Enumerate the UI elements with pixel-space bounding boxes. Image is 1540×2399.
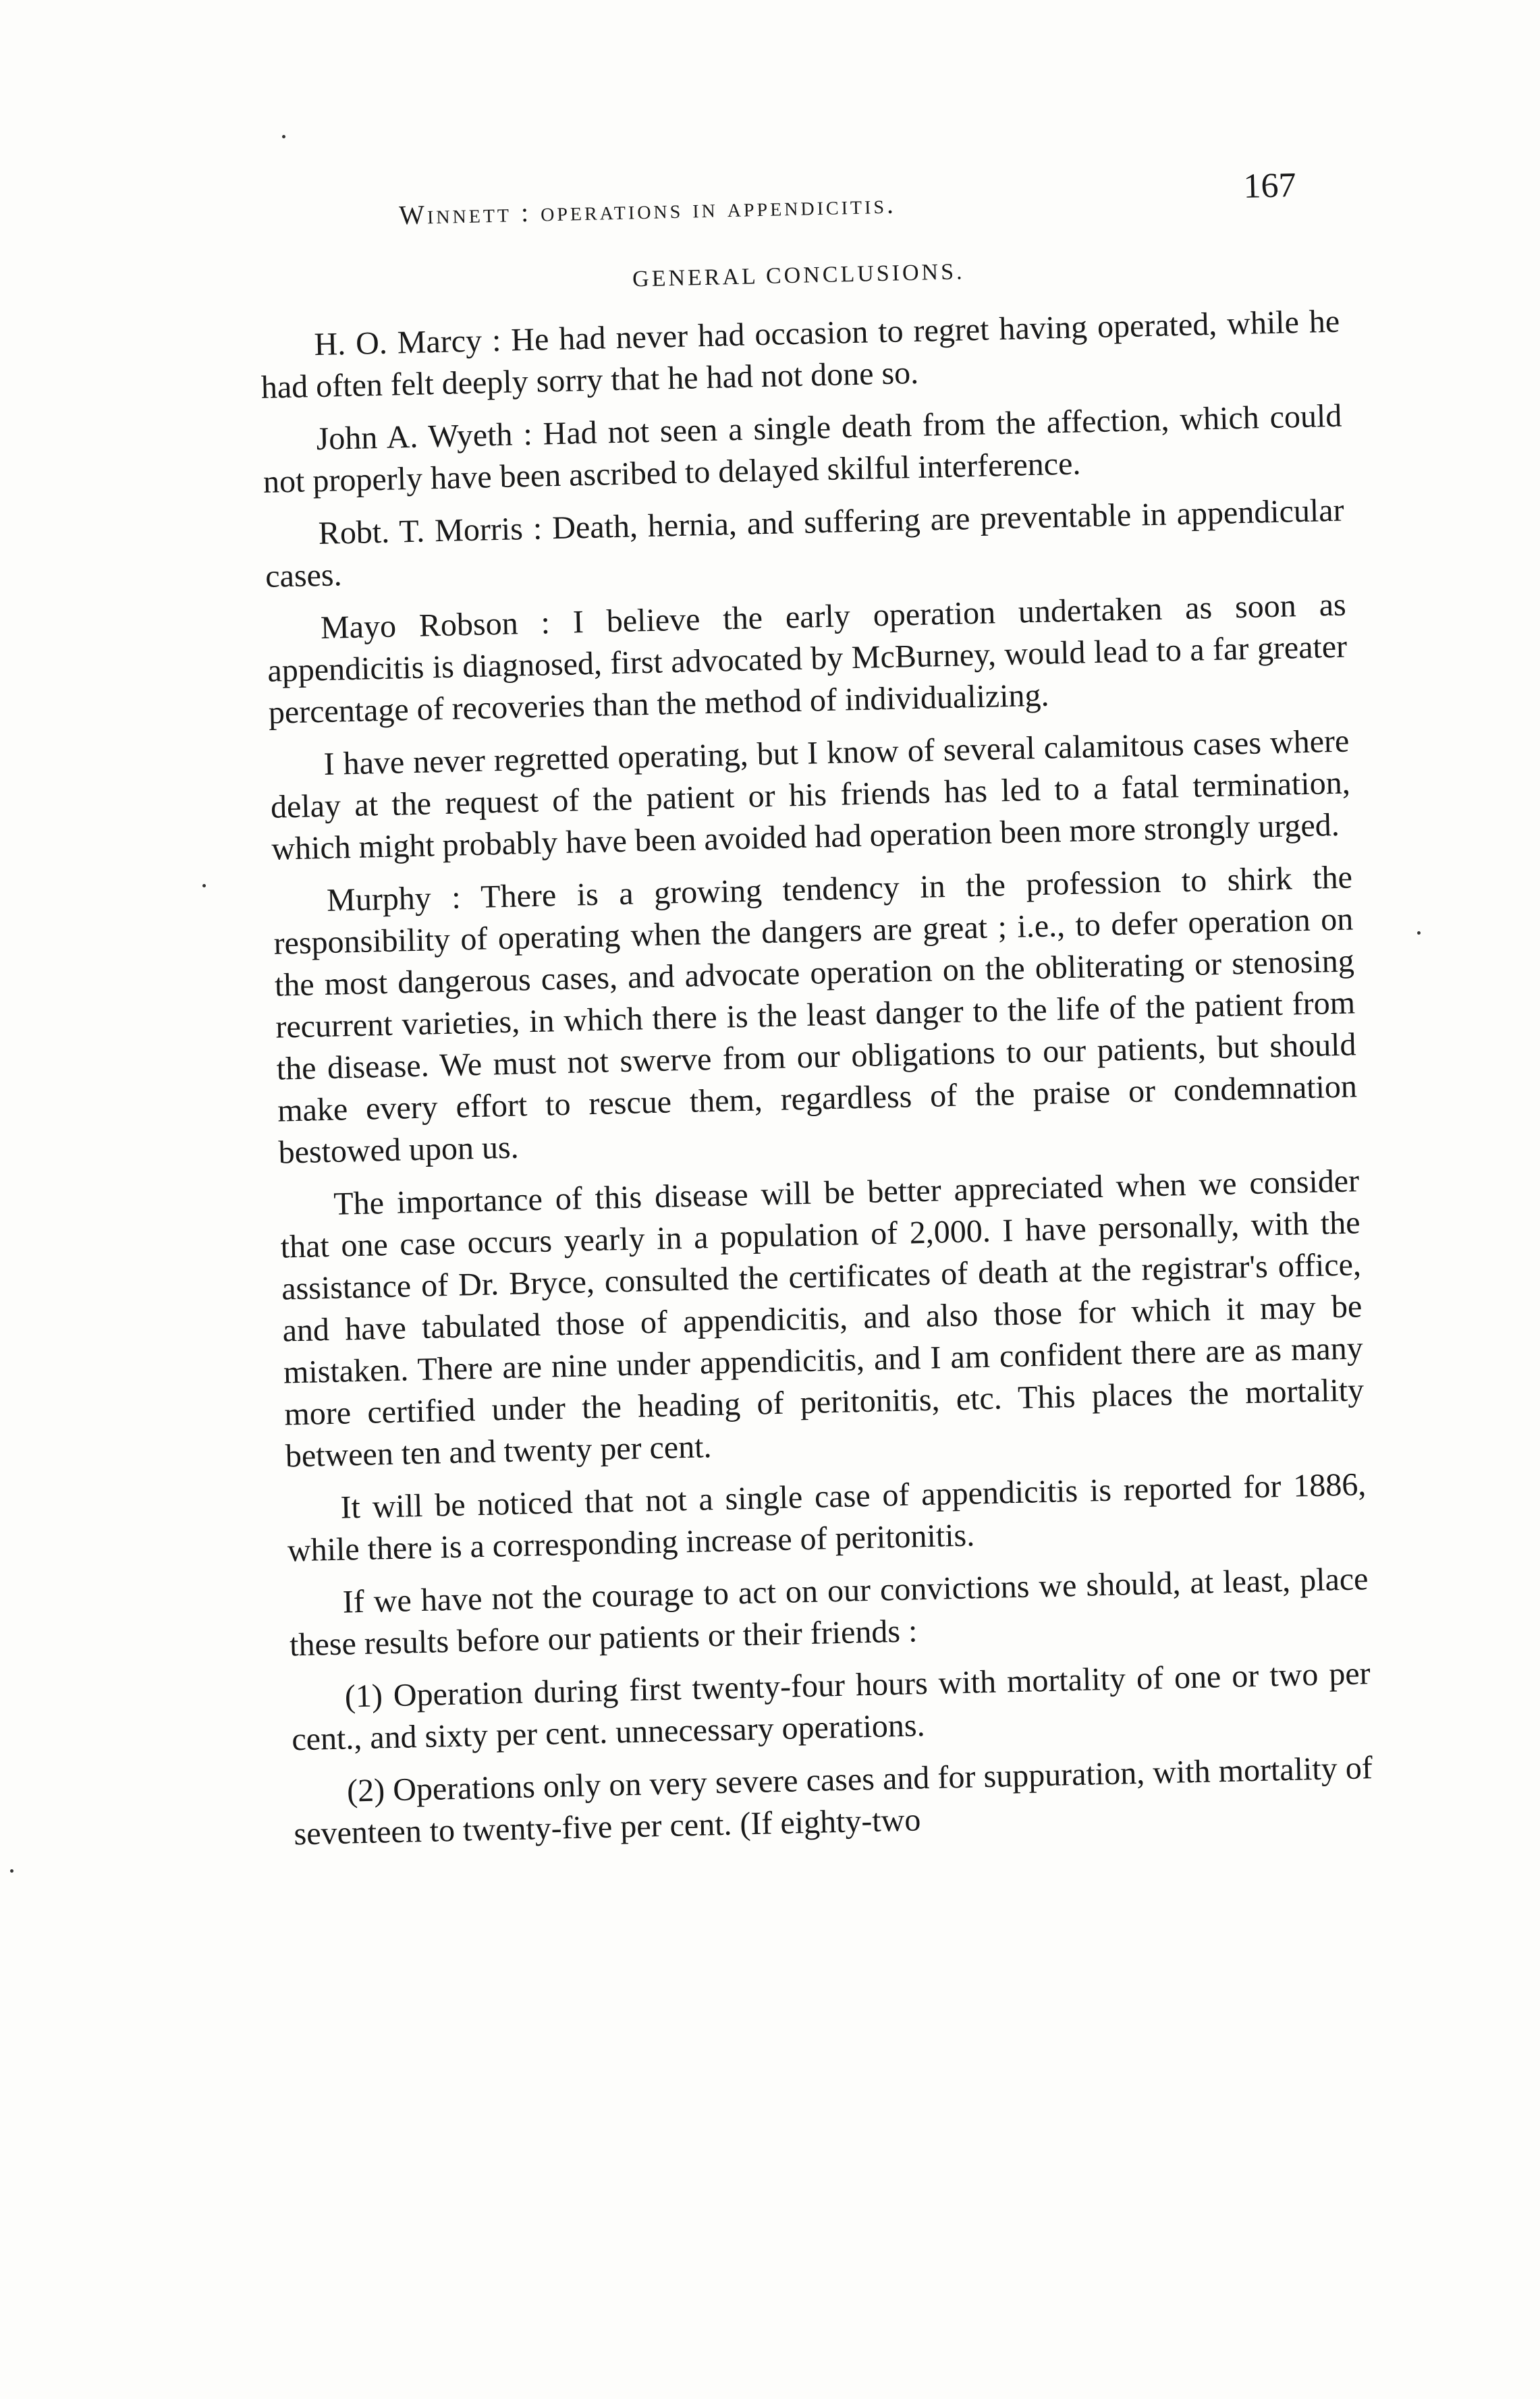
page-header — [256, 158, 1338, 256]
paragraph-robson: Mayo Robson : I believe the early operation undertaken as soon as appendicitis is diagnosed, first advocated by McBurney, would lead to a far greater percentage of recoveries than the method of individualizing. — [267, 586, 1348, 731]
paragraph-wyeth: John A. Wyeth : Had not seen a single death from the affection, which could not properly have been ascribed to delayed skilful interference. — [263, 397, 1342, 500]
section-title: GENERAL CONCLUSIONS. — [632, 259, 965, 292]
paragraph-noticed: It will be noticed that not a single case of appendicitis is reported for 1886, while there is a corresponding increase of peritonitis. — [287, 1466, 1367, 1569]
running-head: Winnett : operations in appendicitis. — [398, 188, 897, 231]
speck — [10, 1869, 13, 1873]
paragraph-robson-continued: I have never regretted operating, but I know of several calamitous cases where delay at the request of the patient or his friends has led to a fatal termination, which might probably have been avoided had operation been more strongly urged. — [270, 723, 1351, 867]
paragraph-importance: The importance of this disease will be better appreciated when we consider that one case occurs yearly in a population of 2,000. I have personally, with the assistance of Dr. Bryce, consulted the certificates of death at the registrar's office, and have tabulated those of appendicitis, and also those for which it may be mistaken. There are nine under appendicitis, and I am confident there are as many more certified under the heading of peritonitis, etc. This places the mortality between ten and twenty per cent. — [280, 1163, 1365, 1474]
speck — [202, 884, 206, 887]
paragraph-marcy: H. O. Marcy : He had never had occasion to regret having operated, while he had often felt deeply sorry that he had not done so. — [260, 303, 1340, 406]
list-item-2: (2) Operations only on very severe cases and for suppuration, with mortality of seventeen to twenty-five per cent. (If eighty-two — [293, 1750, 1373, 1852]
paragraph-morris: Robt. T. Morris : Death, hernia, and suffering are preventable in appendicular cases. — [265, 492, 1345, 595]
speck — [1417, 931, 1421, 935]
page-number: 167 — [1242, 166, 1297, 206]
paragraph-murphy: Murphy : There is a growing tendency in the profession to shirk the responsibility of operating when the dangers are great ; i.e., to defer operation on the most dangerous cases, and advocate operation on the obliterating or stenosing recurrent varieties, in which there is the least danger to the life of the patient from the disease. We must not swerve from our obligations to our patients, but should make every effort to rescue them, regardless of the praise or condemnation bestowed upon us. — [273, 859, 1358, 1171]
list-item-1: (1) Operation during first twenty-four hours with mortality of one or two per cent., and sixty per cent. unnecessary operations. — [291, 1655, 1371, 1758]
speck — [282, 135, 285, 138]
page-text-block — [256, 158, 1374, 1867]
paragraph-courage: If we have not the courage to act on our convictions we should, at least, place these results before our patients or their friends : — [289, 1561, 1369, 1663]
